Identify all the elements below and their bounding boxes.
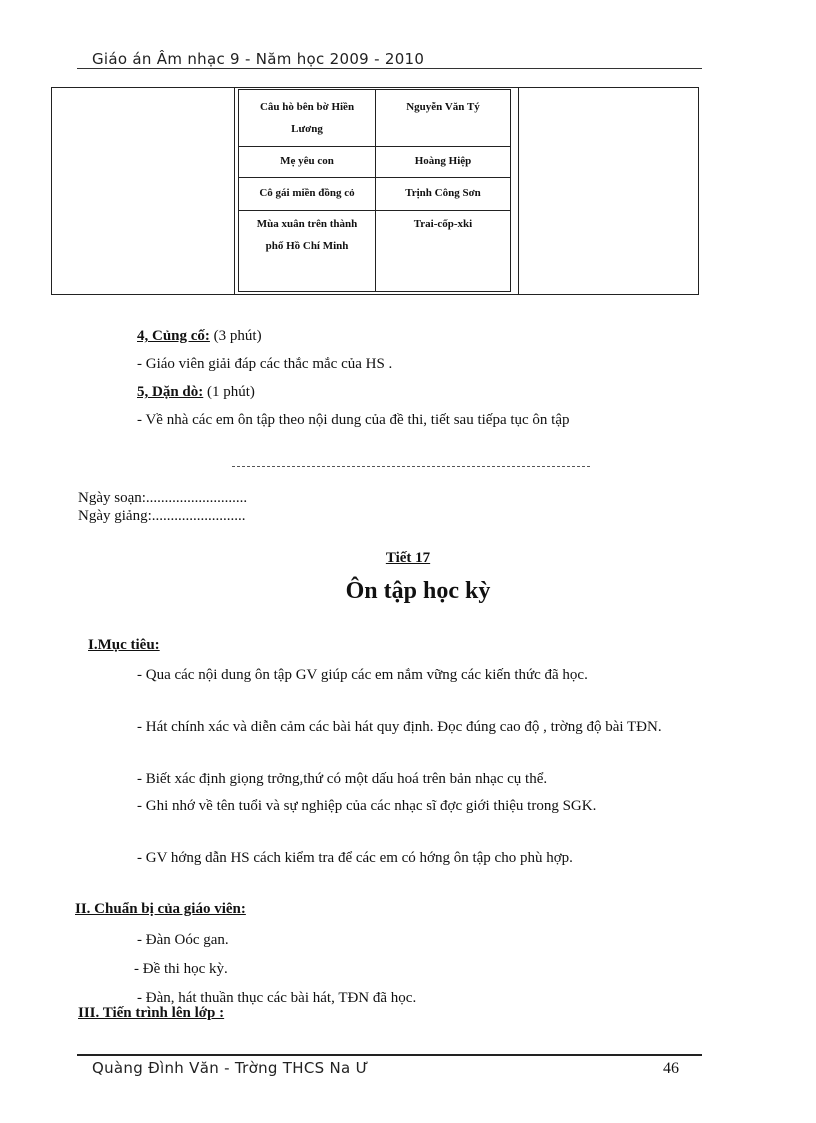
homework-heading: 5, Dặn dò: (137, 384, 204, 400)
table-row (239, 178, 510, 211)
taught-date: Ngày giảng:......................... (78, 508, 246, 524)
outer-table-divider-left (234, 88, 235, 294)
page-header-title: Giáo án Âm nhạc 9 - Năm học 2009 - 2010 (92, 50, 425, 68)
song-author: Hoàng Hiệp (414, 155, 472, 167)
objective-item: - Biết xác định giọng trởng,thứ có một dấu hoá trên bản nhạc cụ thể. (137, 771, 548, 787)
table-row (239, 147, 510, 178)
footer-divider (77, 1054, 702, 1056)
song-author: Trai-cốp-xki (413, 218, 473, 230)
song-title: Mẹ yêu con (239, 147, 376, 177)
song-title: Cô gái miền đồng cỏ (239, 178, 376, 210)
song-title: Câu hò bên bờ Hiền Lương (239, 90, 376, 146)
homework-time: (1 phút) (207, 384, 255, 400)
consolidate-heading-line (137, 322, 262, 350)
page-number: 46 (663, 1060, 679, 1077)
objective-item: - GV hớng dẫn HS cách kiểm tra để các em có hớng ôn tập cho phù hợp. (137, 850, 573, 866)
song-author: Trịnh Công Sơn (405, 187, 481, 199)
songs-table (238, 89, 511, 292)
section-separator (232, 466, 590, 467)
preparation-item: - Đàn Oóc gan. (137, 932, 229, 948)
song-title: Mùa xuân trên thành phố Hồ Chí Minh (239, 211, 376, 291)
song-author: Nguyễn Văn Tý (406, 101, 480, 113)
footer-author: Quàng Đình Văn - Trờng THCS Na Ư (92, 1059, 369, 1077)
process-heading: III. Tiến trình lên lớp : (78, 1005, 225, 1021)
preparation-item: - Đề thi học kỳ. (134, 961, 228, 977)
consolidate-time: (3 phút) (213, 328, 262, 344)
outer-table-divider-right (518, 88, 519, 294)
prepared-date: Ngày soạn:........................... (78, 490, 248, 506)
homework-heading-line (137, 378, 255, 406)
preparation-item: - Đàn, hát thuần thục các bài hát, TĐN đã học. (137, 990, 417, 1006)
consolidate-line: - Giáo viên giải đáp các thắc mắc của HS . (137, 356, 393, 372)
lesson-title: Ôn tập học kỳ (345, 578, 491, 604)
preparation-heading: II. Chuẩn bị của giáo viên: (75, 901, 246, 917)
lesson-number: Tiết 17 (385, 550, 431, 566)
objective-item: - Qua các nội dung ôn tập GV giúp các em nắm vững các kiến thức đã học. (137, 667, 588, 683)
table-row (239, 90, 510, 147)
objective-item: - Ghi nhớ về tên tuổi và sự nghiệp của các nhạc sĩ đợc giới thiệu trong SGK. (137, 798, 597, 814)
table-row (239, 211, 510, 291)
homework-line: - Về nhà các em ôn tập theo nội dung của đề thi, tiết sau tiếpa tục ôn tập (137, 412, 570, 428)
header-divider (77, 68, 702, 69)
consolidate-heading: 4, Củng cố: (137, 328, 210, 344)
objective-item: - Hát chính xác và diễn cảm các bài hát quy định. Đọc đúng cao độ , trờng độ bài TĐN. (137, 719, 662, 735)
objectives-heading: I.Mục tiêu: (88, 637, 160, 653)
